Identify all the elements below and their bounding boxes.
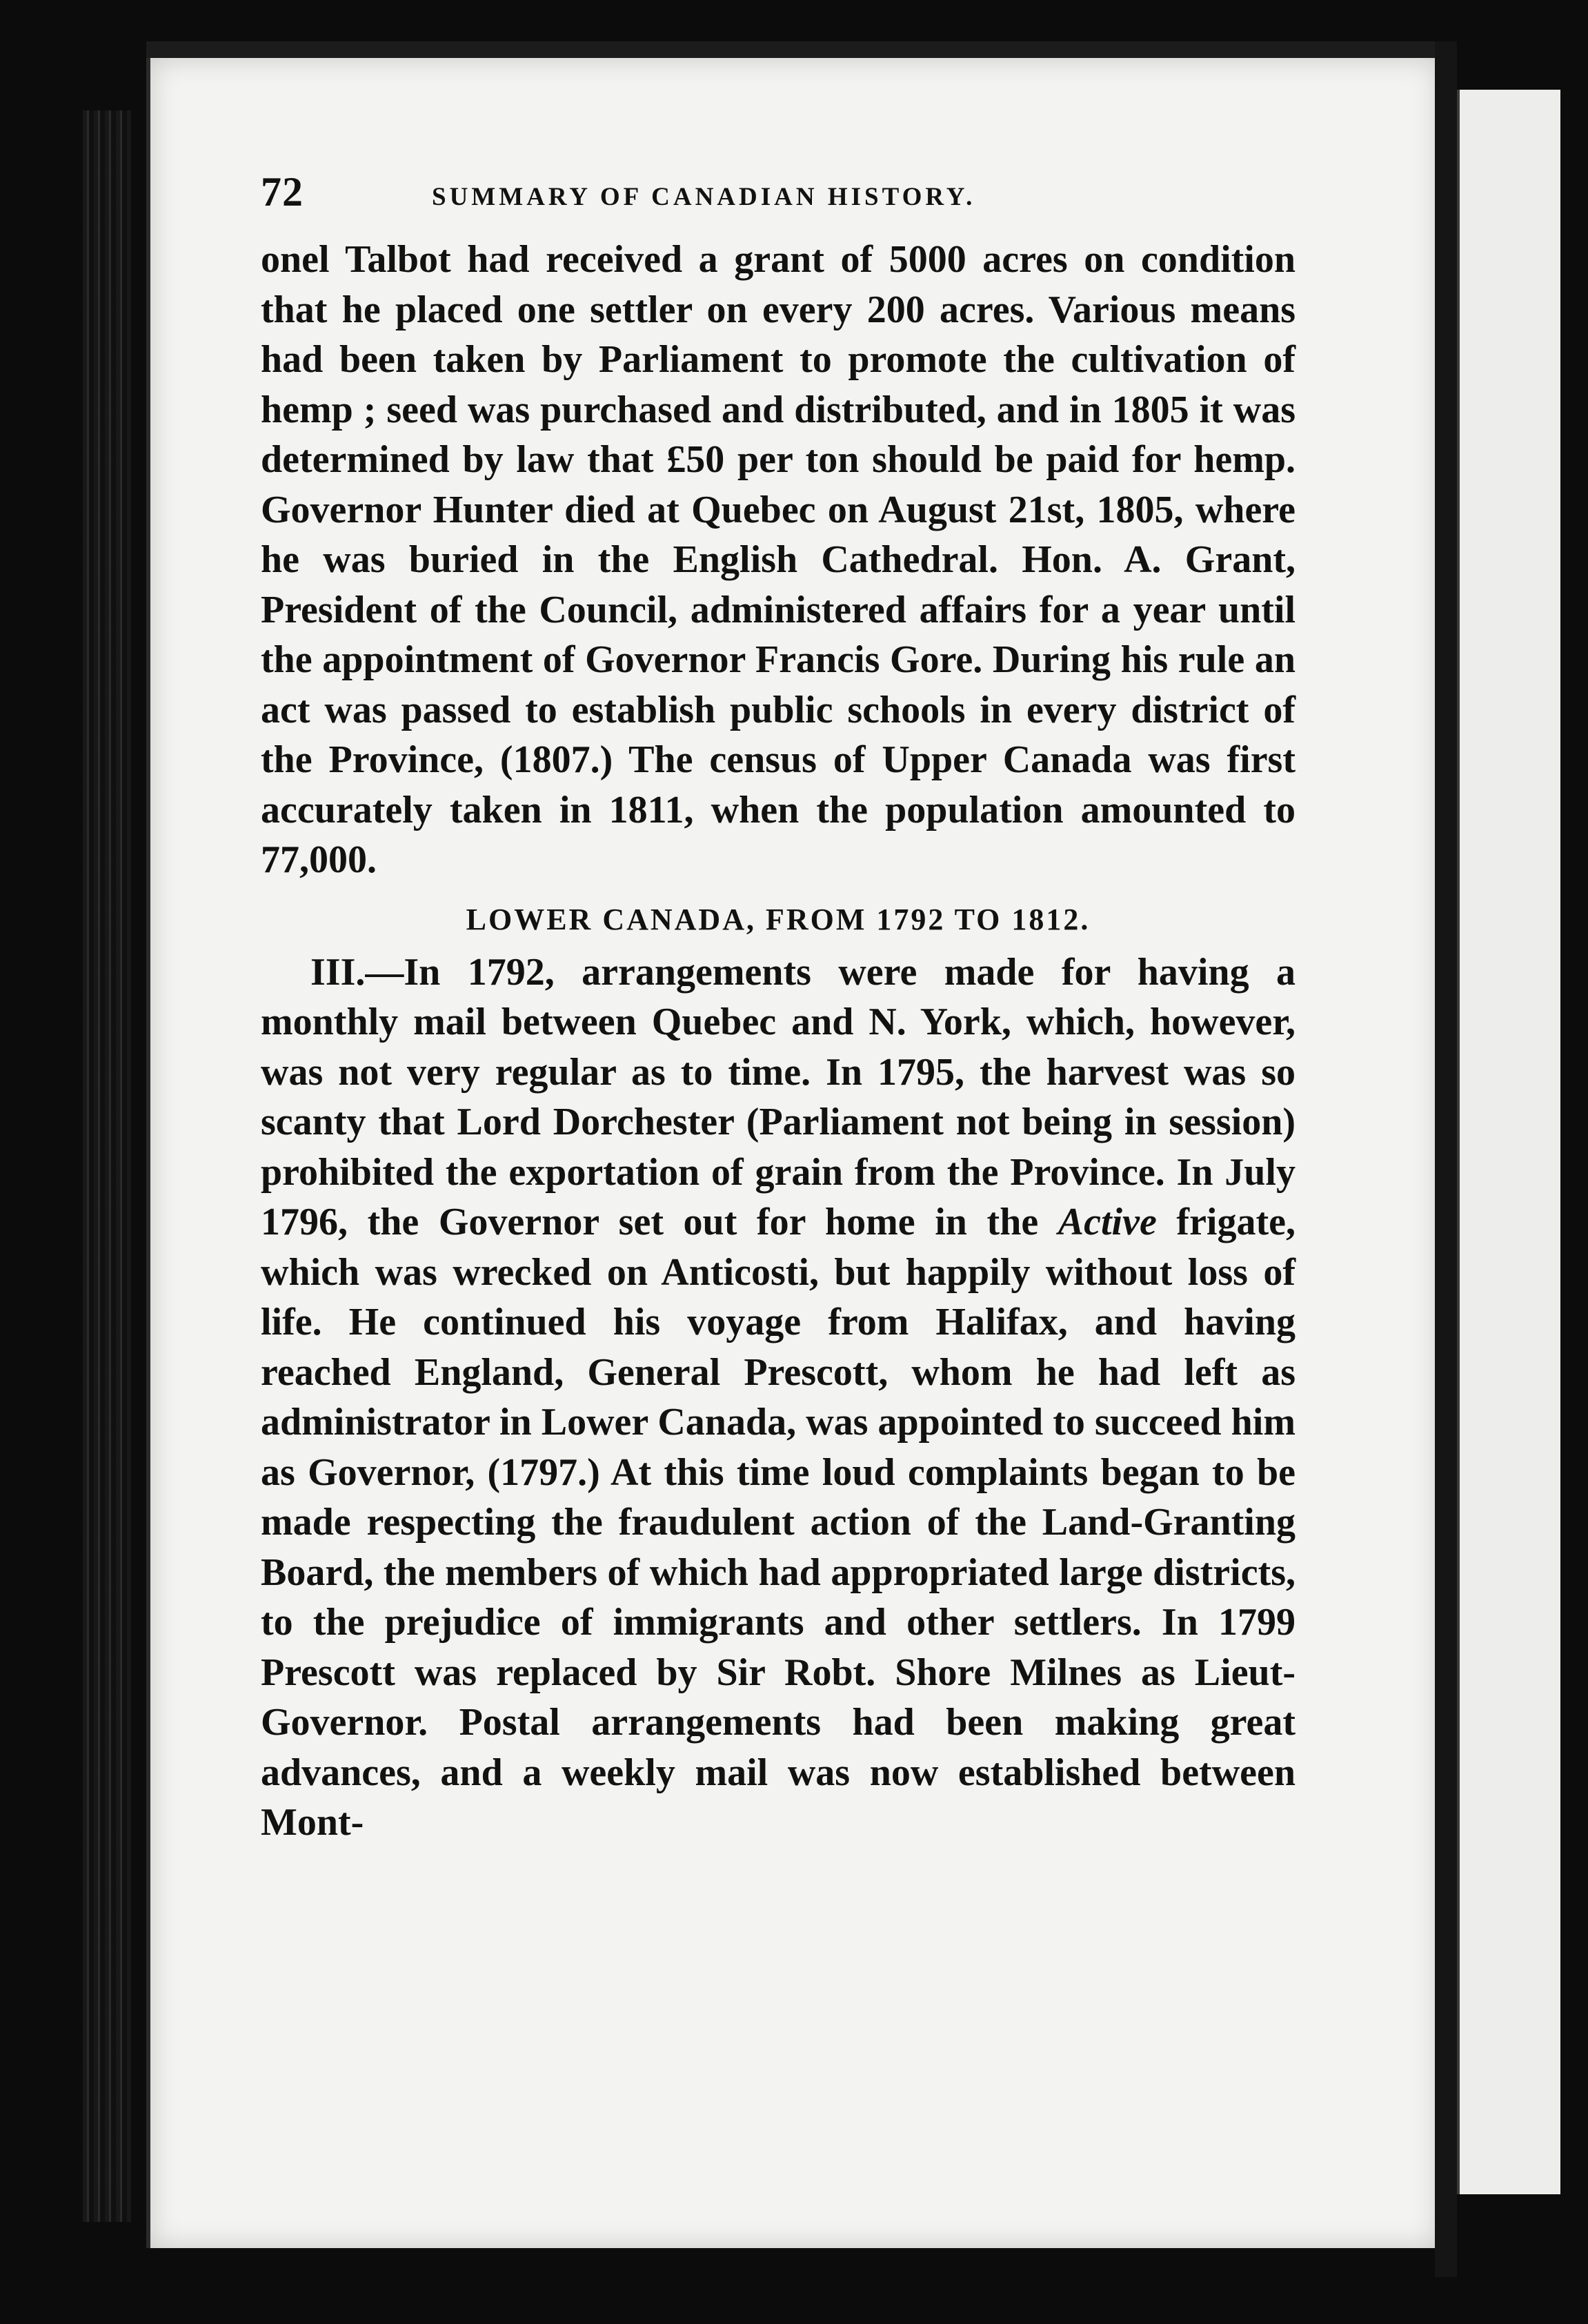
page-header (261, 168, 1296, 230)
running-head: SUMMARY OF CANADIAN HISTORY. (432, 183, 976, 211)
page-sheet (146, 58, 1439, 2248)
facing-page-edge (1457, 90, 1563, 2194)
paragraph-upper-canada: onel Talbot had received a grant of 5000 acres on condition that he placed one settler on every 200 acres. Various means had been taken by Parliament to promote the cultivation of hemp ; seed was purchased and distributed, and in 1805 it was determined by law that £50 per ton should be paid for hemp. Governor Hunter died at Quebec on August 21st, 1805, where he was buried in the English Cathedral. Hon. A. Grant, President of the Council, administered affairs for a year until the appointment of Governor Francis Gore. During his rule an act was passed to establish public schools in every district of the Province, (1807.) The census of Upper Canada was first accurately taken in 1811, when the population amounted to 77,000. (261, 238, 1296, 881)
ship-name-italic: Active (1058, 1201, 1157, 1243)
section-heading: LOWER CANADA, FROM 1792 TO 1812. (466, 902, 1091, 936)
paragraph-lower-canada (261, 947, 1296, 1848)
body-text (261, 235, 1296, 1848)
page-number: 72 (261, 169, 304, 215)
paragraph-text-start: III.—In 1792, arrangements were made for having a monthly mail between Quebec and N. York, which, however, was not very regular as to time. In 1795, the harvest was so scanty that Lord Dorchester (Parliament not being in session) prohibited the exportation of grain from the Province. In July 1796, the Governor set out for home in the (261, 950, 1296, 1243)
scan-border-right (1560, 90, 1588, 2194)
page-top-shadow (146, 41, 1435, 58)
paragraph-text-end: frigate, which was wrecked on Anticosti, but happily without loss of life. He continued his voyage from Halifax, and having reached England, General Prescott, whom he had left as administrator in Lower Canada, was appointed to succeed him as Governor, (1797.) At this time loud complaints began to be made respecting the fraudulent action of the Land-Granting Board, the members of which had appropriated large districts, to the prejudice of immigrants and other settlers. In 1799 Prescott was replaced by Sir Robt. Shore Milnes as Lieut-Governor. Postal arrangements had been making great advances, and a weekly mail was now established between Mont- (261, 1201, 1296, 1844)
page-content (261, 168, 1296, 1848)
book-spine-edge (83, 110, 131, 2222)
page-gutter (1435, 41, 1457, 2277)
